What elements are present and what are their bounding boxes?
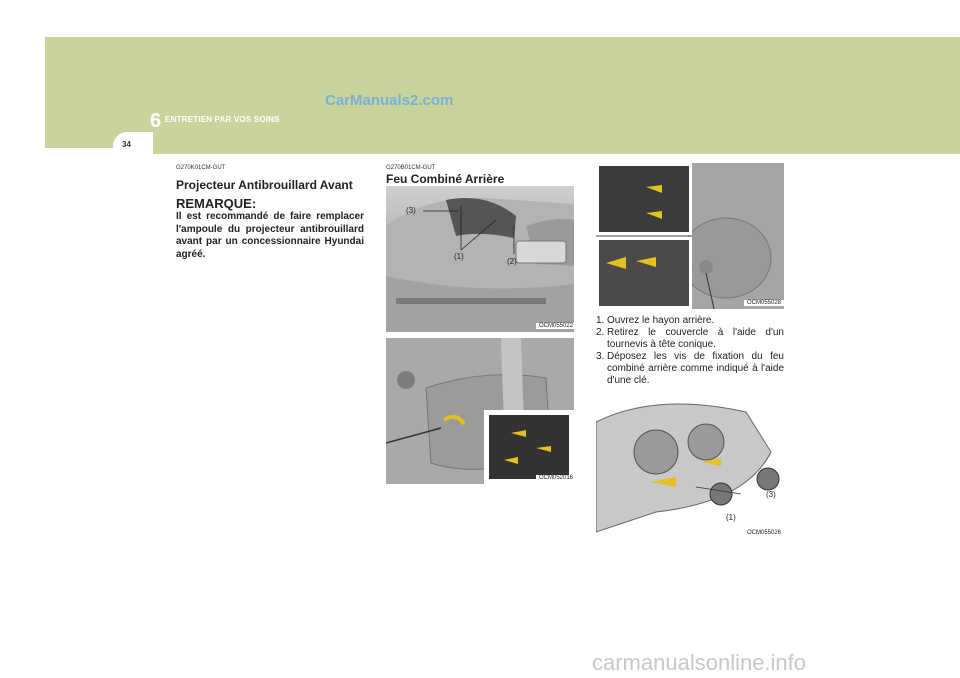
figure1-label-3: (3) xyxy=(406,206,416,215)
figure4-code: OCM055026 xyxy=(744,530,784,536)
figure4-label-3: (3) xyxy=(766,490,776,499)
remark-title: REMARQUE: xyxy=(176,196,257,211)
section-code-fog: G270K01CM-GUT xyxy=(176,165,226,171)
chapter-number: 6 xyxy=(150,110,162,132)
header-tab-strip xyxy=(113,148,960,154)
figure-trunk-panel xyxy=(596,163,784,309)
section-title-rear: Feu Combiné Arrière xyxy=(386,172,505,186)
header-tab-corner xyxy=(113,132,153,154)
step-2: 2. Retirez le couvercle à l'aide d'un tournevis à tête conique. xyxy=(596,327,784,350)
step-3: 3. Déposez les vis de fixation du feu combiné arrière comme indiqué à l'aide d'une clé. xyxy=(596,351,784,386)
figure-trunk-cover xyxy=(386,338,574,484)
watermark-top[interactable]: CarManuals2.com xyxy=(325,92,454,109)
figure3-code: OCM055028 xyxy=(744,300,784,306)
figure2-code: OCM052016 xyxy=(536,475,576,481)
figure1-label-1: (1) xyxy=(454,252,464,261)
figure1-code: OCM055022 xyxy=(536,323,576,329)
section-code-rear: G270B01CM-GUT xyxy=(386,165,436,171)
figure-lamp-assembly xyxy=(596,392,784,539)
remark-body: Il est recommandé de faire remplacer l'ampoule du projecteur antibrouillard avant par un concessionnaire Hyundai agréé. xyxy=(176,211,364,260)
chapter-title: ENTRETIEN PAR VOS SOINS xyxy=(165,115,280,124)
watermark-bottom[interactable]: carmanualsonline.info xyxy=(592,650,807,675)
section-title-fog: Projecteur Antibrouillard Avant xyxy=(176,178,353,192)
figure-rear-car xyxy=(386,186,574,332)
header-band xyxy=(45,37,960,148)
instruction-steps xyxy=(596,315,784,387)
figure1-label-2: (2) xyxy=(507,257,517,266)
page-number: 34 xyxy=(122,140,131,149)
figure4-label-1: (1) xyxy=(726,513,736,522)
step-1: 1. Ouvrez le hayon arrière. xyxy=(596,315,715,326)
